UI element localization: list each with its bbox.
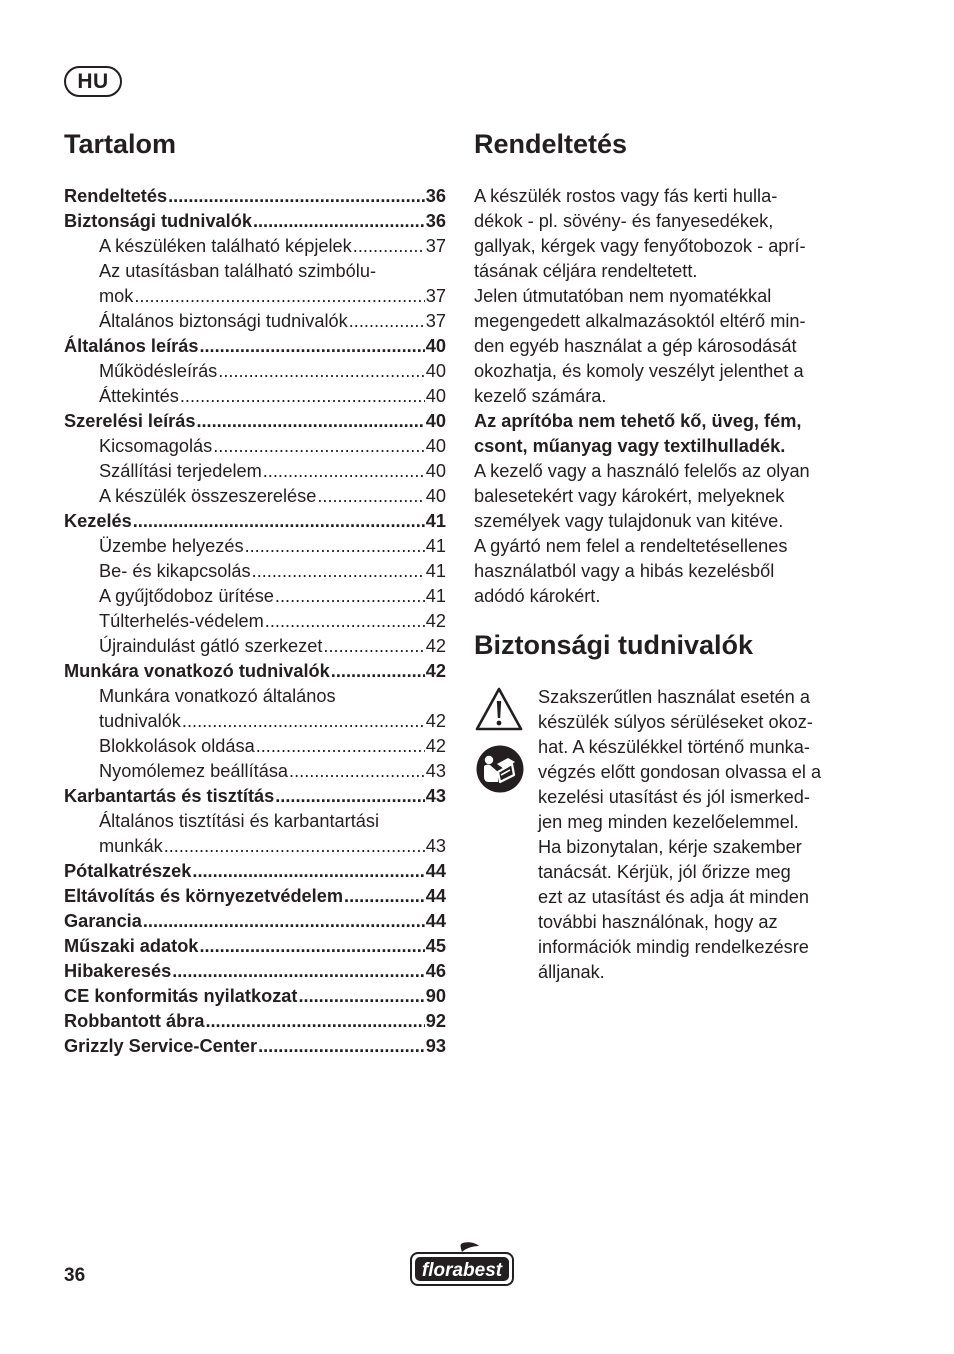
toc-entry-page: 45	[425, 936, 446, 956]
toc-entry	[64, 509, 446, 534]
safety-line: álljanak.	[538, 962, 605, 982]
toc-leader-dots	[263, 459, 425, 484]
toc-entry-page: 40	[425, 461, 446, 481]
toc-entry-page: 40	[425, 386, 446, 406]
safety-line: Ha bizonytalan, kérje szakember	[538, 837, 802, 857]
toc-entry-label: Hibakeresés	[64, 961, 172, 981]
warning-triangle-icon	[474, 686, 524, 732]
toc-entry-label: A gyűjtődoboz ürítése	[99, 586, 274, 606]
purpose-line: dékok - pl. sövény- és fanyesedékek,	[474, 211, 774, 231]
toc-entry-page: 42	[425, 636, 446, 656]
toc-entry-label: Pótalkatrészek	[64, 861, 192, 881]
toc-title: Tartalom	[64, 129, 177, 159]
toc-entry	[64, 484, 446, 509]
toc-entry-label: Újraindulást gátló szerkezet	[99, 636, 323, 656]
toc-entry-page: 37	[425, 311, 446, 331]
purpose-line: okozhatja, és komoly veszélyt jelenthet a	[474, 361, 804, 381]
toc-entry	[64, 634, 446, 659]
toc-leader-dots	[196, 409, 424, 434]
toc-entry-page: 41	[425, 561, 446, 581]
toc-entry-label: Robbantott ábra	[64, 1011, 205, 1031]
toc-entry-label: munkák	[99, 836, 163, 856]
purpose-line: tásának céljára rendeltetett.	[474, 261, 698, 281]
toc-entry	[64, 584, 446, 609]
toc-entry	[64, 684, 446, 709]
toc-entry-page: 42	[425, 611, 446, 631]
read-manual-icon	[476, 745, 524, 793]
toc-entry	[64, 209, 446, 234]
purpose-line: csont, műanyag vagy textilhulladék.	[474, 436, 786, 456]
safety-title: Biztonsági tudnivalók	[474, 630, 754, 660]
toc-entry	[64, 959, 446, 984]
toc-entry-page: 44	[425, 861, 446, 881]
purpose-line: A készülék rostos vagy fás kerti hulla-	[474, 186, 778, 206]
toc-leader-dots	[258, 1034, 425, 1059]
purpose-text	[474, 184, 874, 609]
toc-entry-label: Kezelés	[64, 511, 132, 531]
toc-entry-page: 40	[425, 411, 446, 431]
toc-entry-page: 40	[425, 361, 446, 381]
toc-entry	[64, 609, 446, 634]
toc-entry	[64, 784, 446, 809]
toc-entry	[64, 859, 446, 884]
toc-leader-dots	[205, 1009, 424, 1034]
safety-line: információk mindig rendelkezésre	[538, 937, 809, 957]
toc-entry	[64, 384, 446, 409]
toc-entry-label: Eltávolítás és környezetvédelem	[64, 886, 344, 906]
toc-entry	[64, 259, 446, 284]
toc-entry-label: Munkára vonatkozó általános	[99, 686, 336, 706]
toc-entry-label: Karbantartás és tisztítás	[64, 786, 275, 806]
toc-entry	[64, 559, 446, 584]
toc-entry-label: Grizzly Service-Center	[64, 1036, 258, 1056]
toc-leader-dots	[323, 634, 424, 659]
safety-line: kezelési utasítást és jól ismerked-	[538, 787, 810, 807]
toc-entry	[64, 434, 446, 459]
toc-entry-label: Üzembe helyezés	[99, 536, 244, 556]
toc-entry-page: 40	[425, 486, 446, 506]
toc-entry-page: 46	[425, 961, 446, 981]
toc-entry	[64, 809, 446, 834]
toc-leader-dots	[143, 909, 425, 934]
toc-leader-dots	[256, 734, 425, 759]
toc-entry-label: Rendeltetés	[64, 186, 168, 206]
toc-entry-page: 43	[425, 836, 446, 856]
toc-entry	[64, 534, 446, 559]
toc-entry-page: 41	[425, 586, 446, 606]
toc-entry-label: Biztonsági tudnivalók	[64, 211, 252, 231]
toc-entry	[64, 934, 446, 959]
toc-leader-dots	[298, 984, 424, 1009]
toc-leader-dots	[353, 234, 425, 259]
toc-entry-label: mok	[99, 286, 134, 306]
page-number: 36	[64, 1265, 86, 1286]
toc-entry-label: Blokkolások oldása	[99, 736, 255, 756]
toc-leader-dots	[331, 659, 425, 684]
toc-leader-dots	[199, 934, 424, 959]
toc-entry-page: 93	[425, 1036, 446, 1056]
toc-entry	[64, 359, 446, 384]
toc-leader-dots	[164, 834, 425, 859]
toc-entry-label: A készüléken található képjelek	[99, 236, 352, 256]
toc-entry-label: Munkára vonatkozó tudnivalók	[64, 661, 330, 681]
toc-entry	[64, 734, 446, 759]
toc-leader-dots	[349, 309, 425, 334]
brand-name: florabest	[421, 1260, 503, 1281]
toc-entry-label: Nyomólemez beállítása	[99, 761, 289, 781]
toc-entry-label: A készülék összeszerelése	[99, 486, 317, 506]
purpose-line: megengedett alkalmazásoktól eltérő min-	[474, 311, 806, 331]
toc-leader-dots	[275, 584, 425, 609]
toc-leader-dots	[192, 859, 424, 884]
language-code: HU	[77, 69, 109, 93]
florabest-logo	[409, 1242, 515, 1288]
toc-entry-label: Be- és kikapcsolás	[99, 561, 251, 581]
toc-leader-dots	[133, 509, 425, 534]
purpose-line: használatból vagy a hibás kezelésből	[474, 561, 775, 581]
toc-entry-page: 40	[425, 336, 446, 356]
toc-entry-page: 44	[425, 911, 446, 931]
toc-leader-dots	[265, 609, 425, 634]
toc-entry	[64, 834, 446, 859]
toc-entry-label: Kicsomagolás	[99, 436, 213, 456]
toc-entry-page: 41	[425, 511, 446, 531]
toc-entry-label: Működésleírás	[99, 361, 218, 381]
toc-entry-page: 43	[425, 786, 446, 806]
safety-line: jen meg minden kezelőelemmel.	[538, 812, 799, 832]
safety-line: végzés előtt gondosan olvassa el a	[538, 762, 822, 782]
toc-entry-page: 42	[425, 661, 446, 681]
toc-leader-dots	[172, 959, 425, 984]
toc-entry-page: 41	[425, 536, 446, 556]
toc-entry-page: 40	[425, 436, 446, 456]
toc-entry	[64, 184, 446, 209]
toc-entry-page: 43	[425, 761, 446, 781]
toc-entry-label: Szállítási terjedelem	[99, 461, 262, 481]
toc-entry-page: 90	[425, 986, 446, 1006]
toc-leader-dots	[252, 559, 425, 584]
toc-entry-label: Az utasításban található szimbólu-	[99, 261, 377, 281]
purpose-line: kezelő számára.	[474, 386, 607, 406]
toc-entry-page: 37	[425, 286, 446, 306]
toc-entry-label: Általános biztonsági tudnivalók	[99, 311, 348, 331]
toc-leader-dots	[180, 384, 425, 409]
toc-leader-dots	[275, 784, 425, 809]
toc-entry-label: tudnivalók	[99, 711, 181, 731]
safety-line: további használónak, hogy az	[538, 912, 778, 932]
toc-leader-dots	[289, 759, 425, 784]
purpose-line: adódó károkért.	[474, 586, 601, 606]
toc-entry	[64, 409, 446, 434]
toc-entry	[64, 884, 446, 909]
toc-leader-dots	[344, 884, 425, 909]
toc-entry	[64, 459, 446, 484]
toc-entry	[64, 284, 446, 309]
toc-leader-dots	[182, 709, 425, 734]
toc-entry	[64, 309, 446, 334]
purpose-line: Jelen útmutatóban nem nyomatékkal	[474, 286, 772, 306]
toc-entry-page: 36	[425, 186, 446, 206]
toc-leader-dots	[168, 184, 425, 209]
purpose-line: gallyak, kérgek vagy fenyőtobozok - aprí-	[474, 236, 806, 256]
toc-entry	[64, 1034, 446, 1059]
purpose-line: den egyéb használat a gép károsodását	[474, 336, 797, 356]
toc-entry	[64, 234, 446, 259]
toc-entry-label: Műszaki adatok	[64, 936, 199, 956]
toc-entry-label: Garancia	[64, 911, 142, 931]
toc-entry-label: Általános leírás	[64, 336, 199, 356]
toc-entry-label: Általános tisztítási és karbantartási	[99, 811, 380, 831]
safety-line: készülék súlyos sérüléseket okoz-	[538, 712, 813, 732]
table-of-contents	[64, 184, 446, 1059]
toc-entry-page: 42	[425, 711, 446, 731]
toc-entry-page: 44	[425, 886, 446, 906]
toc-leader-dots	[134, 284, 424, 309]
toc-leader-dots	[317, 484, 424, 509]
toc-entry-label: Túlterhelés-védelem	[99, 611, 264, 631]
purpose-line: balesetekért vagy károkért, melyeknek	[474, 486, 785, 506]
purpose-line: A kezelő vagy a használó felelős az olyan	[474, 461, 810, 481]
toc-leader-dots	[218, 359, 424, 384]
toc-entry-page: 36	[425, 211, 446, 231]
toc-entry-label: Áttekintés	[99, 386, 179, 406]
toc-entry-label: CE konformitás nyilatkozat	[64, 986, 298, 1006]
safety-line: ezt az utasítást és adja át minden	[538, 887, 809, 907]
toc-leader-dots	[245, 534, 425, 559]
purpose-line: Az aprítóba nem tehető kő, üveg, fém,	[474, 411, 802, 431]
toc-entry	[64, 709, 446, 734]
toc-entry	[64, 1009, 446, 1034]
toc-entry-page: 92	[425, 1011, 446, 1031]
toc-entry	[64, 759, 446, 784]
toc-leader-dots	[253, 209, 425, 234]
purpose-line: személyek vagy tulajdonuk van kitéve.	[474, 511, 784, 531]
toc-entry	[64, 909, 446, 934]
purpose-line: A gyártó nem felel a rendeltetésellenes	[474, 536, 788, 556]
toc-leader-dots	[199, 334, 424, 359]
toc-entry	[64, 334, 446, 359]
toc-entry-label: Szerelési leírás	[64, 411, 196, 431]
purpose-title: Rendeltetés	[474, 129, 628, 159]
safety-line: hat. A készülékkel történő munka-	[538, 737, 810, 757]
safety-line: Szakszerűtlen használat esetén a	[538, 687, 810, 707]
toc-entry	[64, 984, 446, 1009]
language-badge	[64, 66, 122, 97]
safety-text	[538, 685, 878, 985]
toc-entry	[64, 659, 446, 684]
toc-entry-page: 42	[425, 736, 446, 756]
toc-entry-page: 37	[425, 236, 446, 256]
safety-line: tanácsát. Kérjük, jól őrizze meg	[538, 862, 791, 882]
toc-leader-dots	[213, 434, 425, 459]
